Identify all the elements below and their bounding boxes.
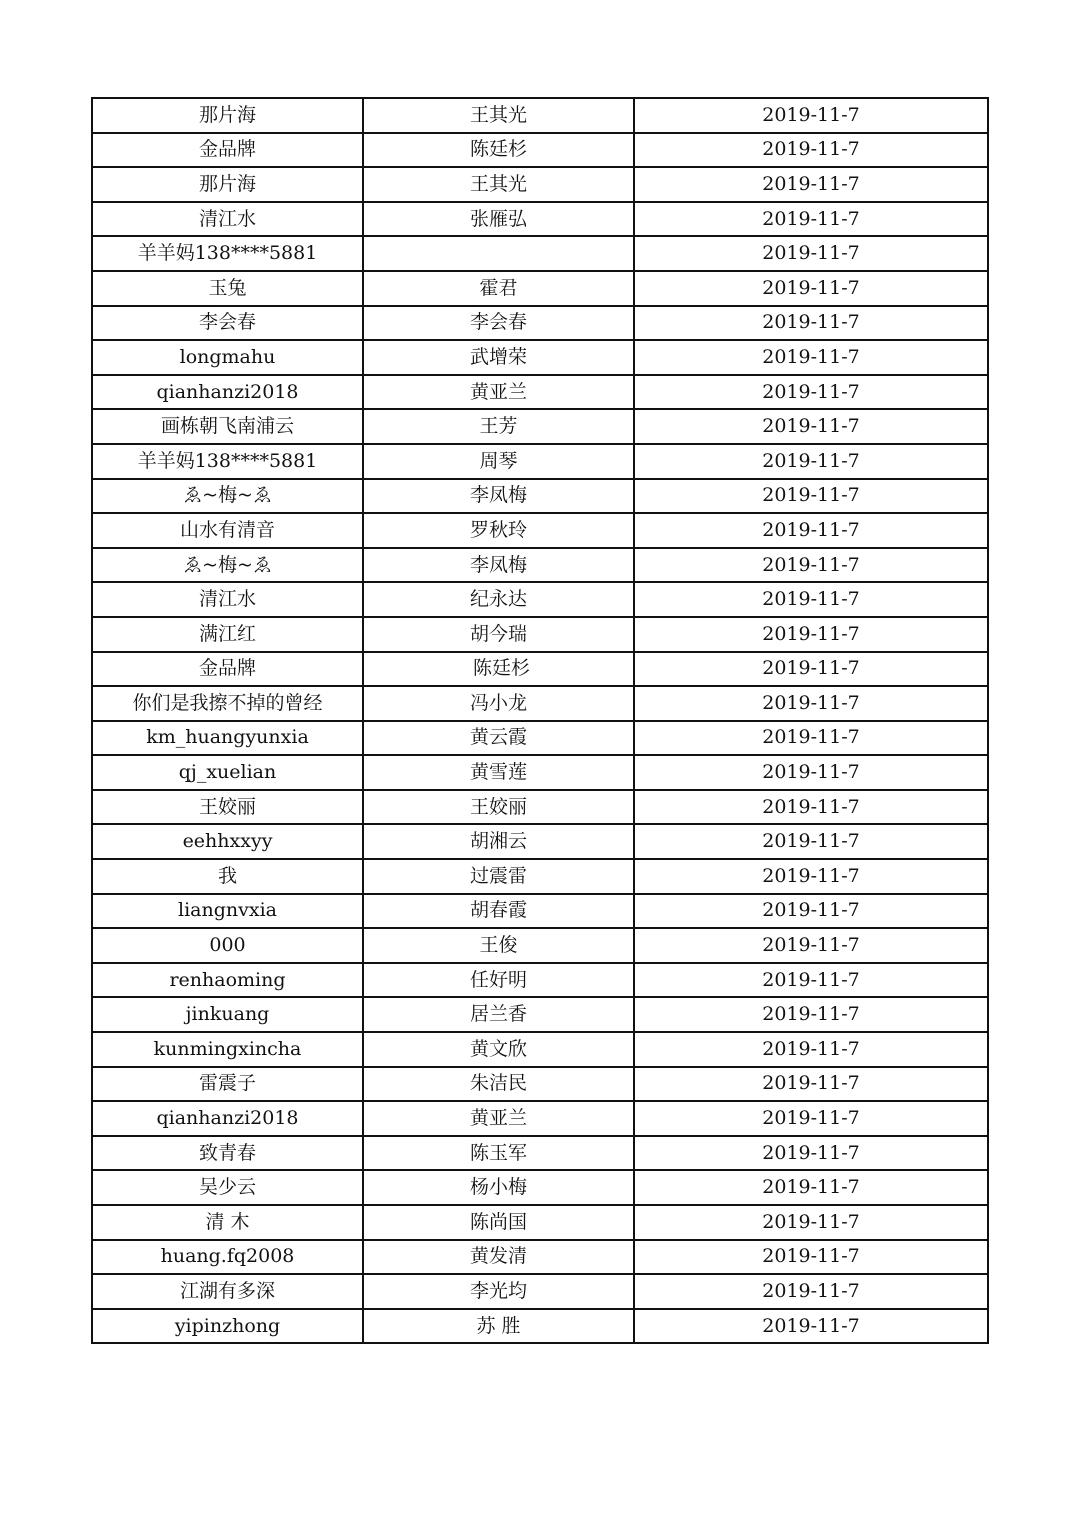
nickname-cell: km_huangyunxia (92, 721, 363, 756)
table-row (92, 167, 988, 202)
nickname-cell: 金品牌 (92, 133, 363, 168)
table-row (92, 409, 988, 444)
table-row (92, 513, 988, 548)
date-cell: 2019-11-7 (634, 409, 988, 444)
table-row (92, 444, 988, 479)
records-table-body (92, 98, 988, 1343)
date-cell: 2019-11-7 (634, 548, 988, 583)
table-row (92, 1136, 988, 1171)
name-cell: 纪永达 (363, 582, 634, 617)
nickname-cell: huang.fq2008 (92, 1240, 363, 1275)
nickname-cell: 那片海 (92, 167, 363, 202)
table-row (92, 236, 988, 271)
nickname-cell: jinkuang (92, 997, 363, 1032)
date-cell: 2019-11-7 (634, 1032, 988, 1067)
date-cell: 2019-11-7 (634, 686, 988, 721)
nickname-cell: 江湖有多深 (92, 1274, 363, 1309)
table-row (92, 894, 988, 929)
table-row (92, 652, 988, 687)
nickname-cell: 雷震子 (92, 1067, 363, 1102)
date-cell: 2019-11-7 (634, 306, 988, 341)
nickname-cell: 王姣丽 (92, 790, 363, 825)
table-row (92, 202, 988, 237)
name-cell: 王俊 (363, 928, 634, 963)
date-cell: 2019-11-7 (634, 133, 988, 168)
name-cell: 周琴 (363, 444, 634, 479)
records-table (91, 97, 989, 1344)
table-row (92, 1205, 988, 1240)
table-row (92, 617, 988, 652)
date-cell: 2019-11-7 (634, 479, 988, 514)
date-cell: 2019-11-7 (634, 859, 988, 894)
name-cell: 李凤梅 (363, 479, 634, 514)
table-row (92, 582, 988, 617)
date-cell: 2019-11-7 (634, 721, 988, 756)
date-cell: 2019-11-7 (634, 617, 988, 652)
nickname-cell: 那片海 (92, 98, 363, 133)
date-cell: 2019-11-7 (634, 340, 988, 375)
nickname-cell: 山水有清音 (92, 513, 363, 548)
date-cell: 2019-11-7 (634, 1170, 988, 1205)
name-cell: 黄云霞 (363, 721, 634, 756)
name-cell: 李会春 (363, 306, 634, 341)
name-cell (363, 236, 634, 271)
date-cell: 2019-11-7 (634, 997, 988, 1032)
table-row (92, 548, 988, 583)
nickname-cell: 李会春 (92, 306, 363, 341)
document-page (91, 97, 987, 1344)
table-row (92, 98, 988, 133)
date-cell: 2019-11-7 (634, 790, 988, 825)
nickname-cell: 000 (92, 928, 363, 963)
nickname-cell: 清 木 (92, 1205, 363, 1240)
nickname-cell: qianhanzi2018 (92, 1101, 363, 1136)
nickname-cell: 清江水 (92, 202, 363, 237)
name-cell: 胡春霞 (363, 894, 634, 929)
name-cell: 黄雪莲 (363, 755, 634, 790)
nickname-cell: qianhanzi2018 (92, 375, 363, 410)
table-row (92, 271, 988, 306)
nickname-cell: 金品牌 (92, 652, 363, 687)
date-cell: 2019-11-7 (634, 582, 988, 617)
date-cell: 2019-11-7 (634, 652, 988, 687)
table-row (92, 790, 988, 825)
date-cell: 2019-11-7 (634, 1309, 988, 1344)
nickname-cell: longmahu (92, 340, 363, 375)
name-cell: 张雁弘 (363, 202, 634, 237)
table-row (92, 1101, 988, 1136)
nickname-cell: 吴少云 (92, 1170, 363, 1205)
name-cell: 过震雷 (363, 859, 634, 894)
table-row (92, 133, 988, 168)
date-cell: 2019-11-7 (634, 1205, 988, 1240)
name-cell: 黄亚兰 (363, 1101, 634, 1136)
nickname-cell: ゑ~梅~ゑ (92, 479, 363, 514)
name-cell: 李光均 (363, 1274, 634, 1309)
name-cell: 王姣丽 (363, 790, 634, 825)
name-cell: 杨小梅 (363, 1170, 634, 1205)
table-row (92, 963, 988, 998)
nickname-cell: 清江水 (92, 582, 363, 617)
table-row (92, 1032, 988, 1067)
table-row (92, 340, 988, 375)
nickname-cell: 玉兔 (92, 271, 363, 306)
table-row (92, 997, 988, 1032)
name-cell: 任好明 (363, 963, 634, 998)
date-cell: 2019-11-7 (634, 894, 988, 929)
date-cell: 2019-11-7 (634, 1101, 988, 1136)
table-row (92, 928, 988, 963)
date-cell: 2019-11-7 (634, 824, 988, 859)
date-cell: 2019-11-7 (634, 167, 988, 202)
nickname-cell: eehhxxyy (92, 824, 363, 859)
name-cell: 王其光 (363, 167, 634, 202)
name-cell: 陈玉军 (363, 1136, 634, 1171)
nickname-cell: 羊羊妈138****5881 (92, 236, 363, 271)
date-cell: 2019-11-7 (634, 1274, 988, 1309)
name-cell: 陈廷杉 (363, 652, 634, 687)
nickname-cell: 致青春 (92, 1136, 363, 1171)
table-row (92, 824, 988, 859)
nickname-cell: 羊羊妈138****5881 (92, 444, 363, 479)
date-cell: 2019-11-7 (634, 755, 988, 790)
nickname-cell: renhaoming (92, 963, 363, 998)
nickname-cell: 满江红 (92, 617, 363, 652)
date-cell: 2019-11-7 (634, 963, 988, 998)
name-cell: 黄发清 (363, 1240, 634, 1275)
date-cell: 2019-11-7 (634, 928, 988, 963)
nickname-cell: 我 (92, 859, 363, 894)
name-cell: 胡湘云 (363, 824, 634, 859)
name-cell: 居兰香 (363, 997, 634, 1032)
date-cell: 2019-11-7 (634, 271, 988, 306)
name-cell: 陈尚国 (363, 1205, 634, 1240)
nickname-cell: qj_xuelian (92, 755, 363, 790)
name-cell: 冯小龙 (363, 686, 634, 721)
table-row (92, 721, 988, 756)
date-cell: 2019-11-7 (634, 202, 988, 237)
name-cell: 苏 胜 (363, 1309, 634, 1344)
table-row (92, 755, 988, 790)
name-cell: 黄文欣 (363, 1032, 634, 1067)
table-row (92, 306, 988, 341)
name-cell: 王芳 (363, 409, 634, 444)
name-cell: 王其光 (363, 98, 634, 133)
date-cell: 2019-11-7 (634, 1240, 988, 1275)
date-cell: 2019-11-7 (634, 444, 988, 479)
date-cell: 2019-11-7 (634, 513, 988, 548)
table-row (92, 1240, 988, 1275)
name-cell: 胡今瑞 (363, 617, 634, 652)
name-cell: 黄亚兰 (363, 375, 634, 410)
nickname-cell: 画栋朝飞南浦云 (92, 409, 363, 444)
name-cell: 朱洁民 (363, 1067, 634, 1102)
name-cell: 武增荣 (363, 340, 634, 375)
table-row (92, 375, 988, 410)
date-cell: 2019-11-7 (634, 236, 988, 271)
name-cell: 陈廷杉 (363, 133, 634, 168)
nickname-cell: ゑ~梅~ゑ (92, 548, 363, 583)
nickname-cell: 你们是我擦不掉的曾经 (92, 686, 363, 721)
table-row (92, 1170, 988, 1205)
table-row (92, 1067, 988, 1102)
nickname-cell: yipinzhong (92, 1309, 363, 1344)
date-cell: 2019-11-7 (634, 375, 988, 410)
name-cell: 罗秋玲 (363, 513, 634, 548)
nickname-cell: kunmingxincha (92, 1032, 363, 1067)
table-row (92, 479, 988, 514)
nickname-cell: liangnvxia (92, 894, 363, 929)
name-cell: 李凤梅 (363, 548, 634, 583)
table-row (92, 1274, 988, 1309)
date-cell: 2019-11-7 (634, 98, 988, 133)
table-row (92, 686, 988, 721)
table-row (92, 859, 988, 894)
name-cell: 霍君 (363, 271, 634, 306)
date-cell: 2019-11-7 (634, 1067, 988, 1102)
date-cell: 2019-11-7 (634, 1136, 988, 1171)
table-row (92, 1309, 988, 1344)
